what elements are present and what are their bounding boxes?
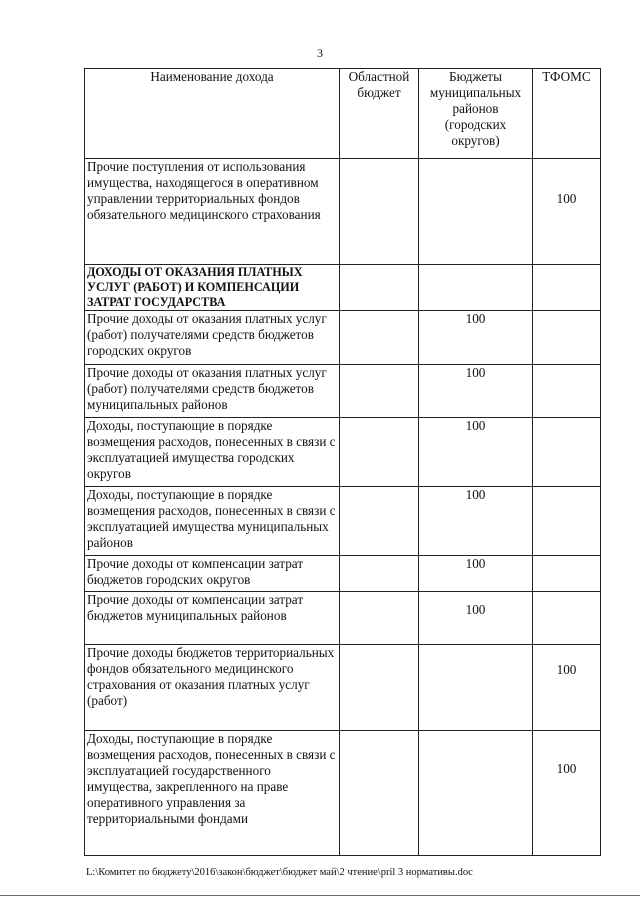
table-row	[85, 365, 601, 418]
municipal-value: 100	[419, 311, 533, 365]
header-income-name: Наименование дохода	[85, 69, 340, 159]
municipal-value: 100	[419, 556, 533, 592]
income-name: Доходы, поступающие в порядке возмещения расходов, понесенных в связи с эксплуатацией имущества муниципальных районов	[85, 487, 340, 556]
table-row	[85, 487, 601, 556]
regional-value	[340, 311, 419, 365]
income-name: Прочие доходы бюджетов территориальных фондов обязательного медицинского страхования от оказания платных услуг (работ)	[85, 645, 340, 731]
tfoms-value	[533, 265, 601, 311]
regional-value	[340, 556, 419, 592]
municipal-value: 100	[419, 487, 533, 556]
tfoms-value: 100	[533, 159, 601, 265]
municipal-value	[419, 645, 533, 731]
table-row	[85, 592, 601, 645]
tfoms-value	[533, 592, 601, 645]
tfoms-value: 100	[533, 731, 601, 856]
regional-value	[340, 487, 419, 556]
table-header-row	[85, 69, 601, 159]
header-tfoms: ТФОМС	[533, 69, 601, 159]
header-municipal-budgets: Бюджеты муниципальных районов (городских округов)	[419, 69, 533, 159]
municipal-value: 100	[419, 592, 533, 645]
tfoms-value	[533, 365, 601, 418]
table-row	[85, 418, 601, 487]
income-name: Доходы, поступающие в порядке возмещения расходов, понесенных в связи с эксплуатацией государственного имущества, закрепленного на праве оперативного управления за территориальными фондами	[85, 731, 340, 856]
regional-value	[340, 592, 419, 645]
page-bottom-divider	[0, 895, 640, 896]
file-path-footer: L:\Комитет по бюджету\2016\закон\бюджет\бюджет май\2 чтение\pril 3 нормативы.doc	[86, 867, 473, 878]
table-section-row	[85, 265, 601, 311]
income-name: Прочие доходы от оказания платных услуг (работ) получателями средств бюджетов городских округов	[85, 311, 340, 365]
regional-value	[340, 365, 419, 418]
table-row	[85, 556, 601, 592]
income-name: Прочие доходы от компенсации затрат бюджетов городских округов	[85, 556, 340, 592]
table-row	[85, 731, 601, 856]
tfoms-value	[533, 418, 601, 487]
income-name: Доходы, поступающие в порядке возмещения расходов, понесенных в связи с эксплуатацией имущества городских округов	[85, 418, 340, 487]
municipal-value	[419, 731, 533, 856]
table-row	[85, 645, 601, 731]
income-name: Прочие доходы от компенсации затрат бюджетов муниципальных районов	[85, 592, 340, 645]
header-regional-budget: Областной бюджет	[340, 69, 419, 159]
income-standards-table	[84, 68, 601, 856]
table-row	[85, 311, 601, 365]
municipal-value	[419, 159, 533, 265]
regional-value	[340, 159, 419, 265]
regional-value	[340, 731, 419, 856]
tfoms-value	[533, 556, 601, 592]
tfoms-value: 100	[533, 645, 601, 731]
regional-value	[340, 645, 419, 731]
municipal-value	[419, 265, 533, 311]
page-number: 3	[317, 46, 323, 60]
municipal-value: 100	[419, 365, 533, 418]
regional-value	[340, 265, 419, 311]
municipal-value: 100	[419, 418, 533, 487]
table-row	[85, 159, 601, 265]
income-name: Прочие поступления от использования имущества, находящегося в оперативном управлении территориальных фондов обязательного медицинского страхования	[85, 159, 340, 265]
tfoms-value	[533, 311, 601, 365]
tfoms-value	[533, 487, 601, 556]
section-title: ДОХОДЫ ОТ ОКАЗАНИЯ ПЛАТНЫХ УСЛУГ (РАБОТ) И КОМПЕНСАЦИИ ЗАТРАТ ГОСУДАРСТВА	[85, 265, 340, 311]
income-name: Прочие доходы от оказания платных услуг (работ) получателями средств бюджетов муниципальных районов	[85, 365, 340, 418]
regional-value	[340, 418, 419, 487]
